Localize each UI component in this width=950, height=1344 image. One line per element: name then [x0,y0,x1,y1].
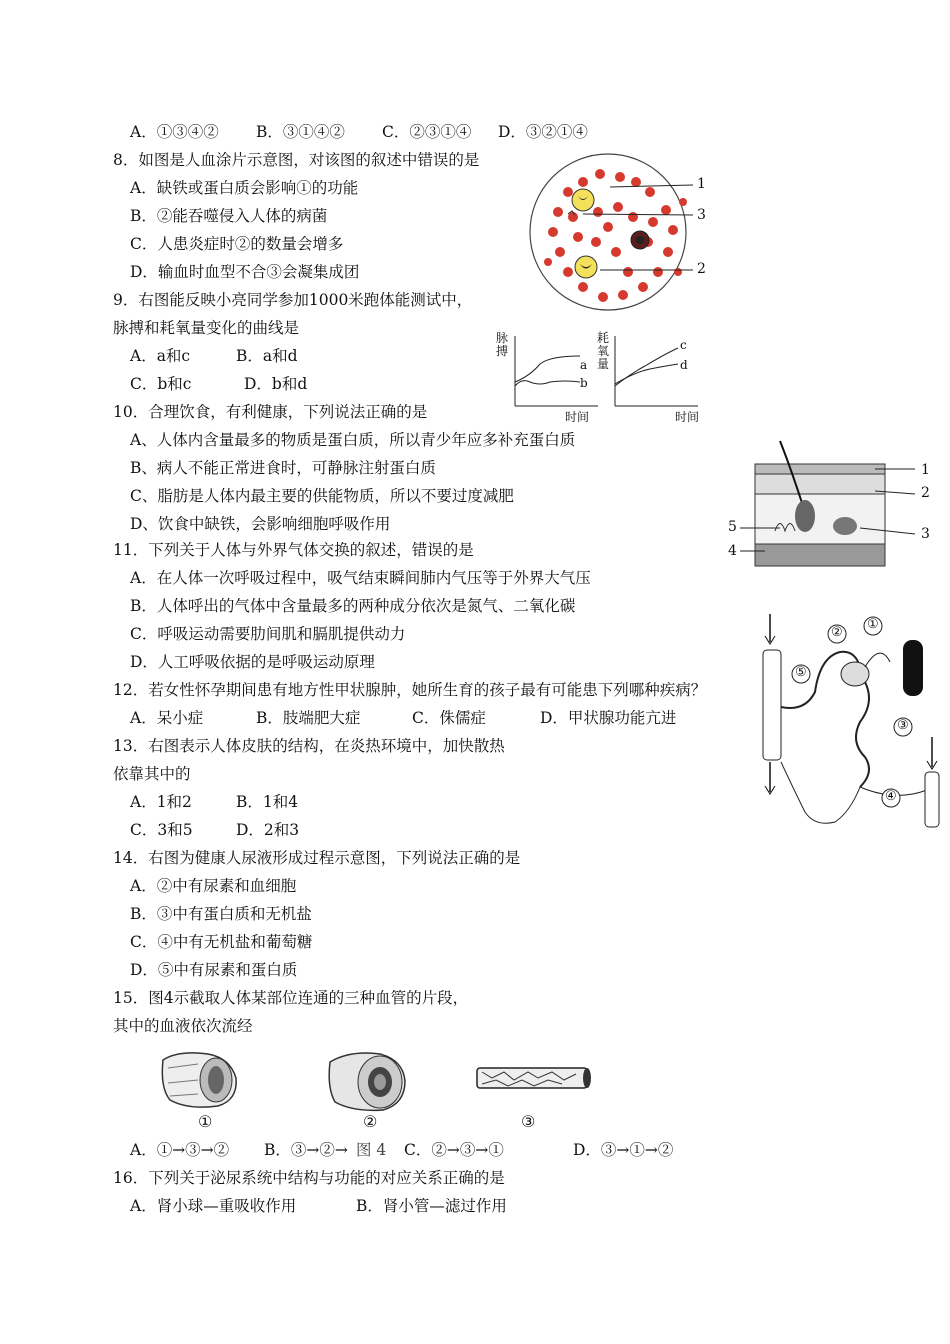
q8-stem: 8．如图是人血涂片示意图，对该图的叙述中错误的是 [113,151,480,169]
q14-option-c: C．④中有无机盐和葡萄糖 [130,933,313,951]
q11-option-a: A．在人体一次呼吸过程中，吸气结束瞬间肺内气压等于外界大气压 [130,569,591,587]
q14-option-b: B．③中有蛋白质和无机盐 [130,905,312,923]
q15-option-b: B．③→②→ [264,1141,348,1159]
skin-label-2: 2 [921,485,930,501]
skin-label-4: 4 [728,543,737,559]
q13-option-d: D．2和3 [236,821,300,839]
q7-option-d: D．③②①④ [498,123,588,141]
q9-option-b: B．a和d [236,347,298,365]
q15-option-d: D．③→①→② [573,1141,674,1159]
q9-option-c: C．b和c [130,375,192,393]
q7-option-a: A．①③④② [130,123,219,141]
q11-option-c: C．呼吸运动需要肋间肌和膈肌提供动力 [130,625,406,643]
q11-stem: 11．下列关于人体与外界气体交换的叙述，错误的是 [113,541,474,559]
q12-option-d: D．甲状腺功能亢进 [540,709,677,727]
nephron-label-3: ③ [897,718,909,733]
q10-option-b: B、病人不能正常进食时，可静脉注射蛋白质 [130,459,436,477]
figure-4-caption: 图 4 [356,1141,387,1159]
q16-option-b: B．肾小管—滤过作用 [356,1197,507,1215]
q12-stem: 12．若女性怀孕期间患有地方性甲状腺肿，她所生育的孩子最有可能患下列哪种疾病？ [113,681,707,699]
q15-option-a: A．①→③→② [130,1141,230,1159]
skin-label-1: 1 [921,462,930,478]
vessel-3-label: ③ [521,1112,536,1131]
q13-stem-line1: 13．右图表示人体皮肤的结构，在炎热环境中，加快散热 [113,737,505,755]
pulse-xlabel: 时间 [565,410,590,424]
smear-label-1: 1 [697,176,706,192]
q10-stem: 10．合理饮食，有利健康，下列说法正确的是 [113,403,428,421]
skin-label-3: 3 [921,526,930,542]
q8-option-d: D．输血时血型不合③会凝集成团 [130,263,360,281]
q13-option-c: C．3和5 [130,821,193,839]
q15-option-c: C．②→③→① [404,1141,504,1159]
q9-option-a: A．a和c [130,347,191,365]
nephron-label-2: ② [831,625,843,640]
q11-option-b: B．人体呼出的气体中含量最多的两种成分依次是氮气、二氧化碳 [130,597,576,615]
q14-stem: 14．右图为健康人尿液形成过程示意图，下列说法正确的是 [113,849,521,867]
q12-option-a: A．呆小症 [130,709,204,727]
q16-stem: 16．下列关于泌尿系统中结构与功能的对应关系正确的是 [113,1169,505,1187]
curve-d-label: d [680,358,688,372]
q7-option-b: B．③①④② [256,123,345,141]
smear-label-3: 3 [697,207,706,223]
q13-option-b: B．1和4 [236,793,299,811]
nephron-label-4: ④ [885,789,897,804]
oxygen-xlabel: 时间 [675,410,700,424]
q9-stem-line1: 9．右图能反映小亮同学参加1000米跑体能测试中， [113,291,473,309]
q10-option-d: D、饮食中缺铁，会影响细胞呼吸作用 [130,515,391,533]
q8-option-b: B．②能吞噬侵入人体的病菌 [130,207,328,225]
q8-option-a: A．缺铁或蛋白质会影响①的功能 [130,179,359,197]
nephron-figure [755,612,945,837]
skin-label-5: 5 [728,519,737,535]
vessel-1-figure [158,1048,244,1112]
q13-stem-line2: 依靠其中的 [113,765,191,783]
oxygen-ylabel: 耗氧量 [597,331,610,371]
q15-stem-line1: 15．图4示截取人体某部位连通的三种血管的片段， [113,989,469,1007]
q15-stem-line2: 其中的血液依次流经 [113,1017,253,1035]
q7-option-c: C．②③①④ [382,123,472,141]
q14-option-d: D．⑤中有尿素和蛋白质 [130,961,298,979]
pulse-ylabel: 脉搏 [496,331,509,358]
q12-option-c: C．侏儒症 [412,709,486,727]
nephron-label-1: ① [867,617,879,632]
curve-a-label: a [580,358,588,372]
curve-b-label: b [580,376,588,390]
q10-option-c: C、脂肪是人体内最主要的供能物质，所以不要过度减肥 [130,487,514,505]
vessel-2-figure [325,1048,411,1114]
q12-option-b: B．肢端肥大症 [256,709,361,727]
q13-option-a: A．1和2 [130,793,192,811]
nephron-label-5: ⑤ [795,665,807,680]
pulse-graph [510,334,600,410]
q8-option-c: C．人患炎症时②的数量会增多 [130,235,344,253]
vessel-2-label: ② [363,1112,378,1131]
q11-option-d: D．人工呼吸依据的是呼吸运动原理 [130,653,375,671]
skin-structure-figure [725,436,950,571]
q9-option-d: D．b和d [244,375,308,393]
vessel-3-figure [474,1062,594,1094]
q16-option-a: A．肾小球—重吸收作用 [130,1197,297,1215]
smear-label-2: 2 [697,261,706,277]
q14-option-a: A．②中有尿素和血细胞 [130,877,297,895]
q9-stem-line2: 脉搏和耗氧量变化的曲线是 [113,319,300,337]
vessel-1-label: ① [198,1112,213,1131]
curve-c-label: c [680,338,687,352]
q10-option-a: A、人体内含量最多的物质是蛋白质，所以青少年应多补充蛋白质 [130,431,576,449]
